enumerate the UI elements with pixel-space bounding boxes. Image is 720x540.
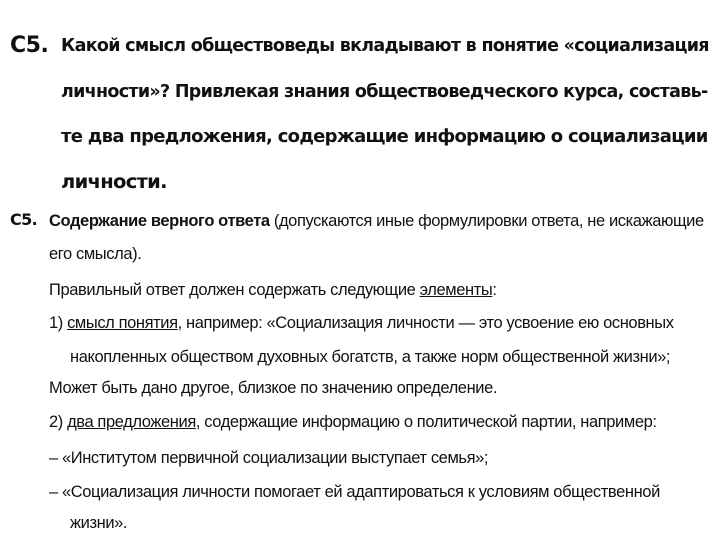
answer-number: С5. (10, 210, 38, 229)
example-2-line-2: жизни». (70, 514, 128, 532)
item-2-underlined: два предложения (67, 413, 196, 431)
must-contain-suffix: : (492, 281, 497, 299)
must-contain-prefix: Правильный ответ должен содержать следующие (49, 281, 420, 299)
question-text-line-1: Какой смысл обществоведы вкладывают в понятие «социализация (61, 36, 709, 56)
answer-header-rest: (допускаются иные формулировки ответа, не искажающие (269, 212, 704, 230)
answer-header-line-1 (49, 212, 704, 231)
item-2-number: 2) (49, 413, 68, 431)
example-2-line-1: – «Социализация личности помогает ей адаптироваться к условиям общественной (49, 483, 660, 501)
question-text-line-2: личности»? Привлекая знания обществоведческого курса, составь- (61, 82, 708, 102)
answer-header-bold: Содержание верного ответа (49, 212, 270, 230)
item-1-line-1 (49, 314, 674, 333)
question-text-line-3: те два предложения, содержащие информацию о социализации (61, 126, 708, 147)
item-2-rest: , содержащие информацию о политической партии, например: (195, 413, 657, 431)
must-contain-elements: элементы (419, 281, 493, 299)
example-1: – «Институтом первичной социализации выступает семья»; (49, 449, 489, 467)
item-1-underlined: смысл понятия (67, 314, 178, 332)
answer-header-line-2: его смысла). (49, 245, 142, 263)
note-line: Может быть дано другое, близкое по значению определение. (49, 379, 498, 397)
question-number: С5. (10, 33, 49, 58)
item-1-rest: , например: «Социализация личности — это усвоение ею основных (177, 314, 674, 332)
must-contain-line (49, 281, 497, 300)
item-2-line (49, 413, 657, 432)
item-1-number: 1) (49, 314, 68, 332)
question-text-line-4: личности. (61, 170, 167, 193)
item-1-line-2: накопленных обществом духовных богатств, а также норм общественной жизни»; (70, 348, 671, 366)
